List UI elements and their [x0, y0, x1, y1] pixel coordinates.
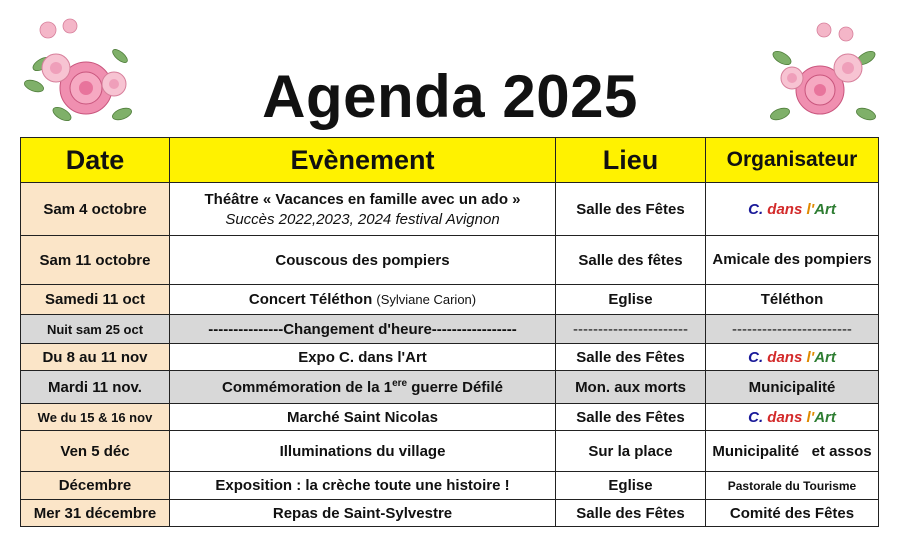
row-organizer-cda — [706, 404, 879, 431]
row-place: Eglise — [556, 472, 706, 500]
event-note: (Sylviane Carion) — [376, 292, 477, 307]
row-place: Salle des Fêtes — [556, 404, 706, 431]
cda-l: l' — [802, 408, 815, 426]
event-title: Concert Téléthon — [248, 291, 373, 308]
event-text-sup: ere — [392, 378, 408, 389]
cda-art: Art — [814, 408, 836, 426]
row-place: Eglise — [556, 285, 706, 315]
table-row — [21, 404, 879, 431]
cda-dans: dans — [767, 200, 803, 218]
row-event: Repas de Saint-Sylvestre — [170, 500, 556, 527]
table-row — [21, 371, 879, 404]
row-organizer: ------------------------ — [706, 315, 879, 344]
event-title: Théâtre « Vacances en famille avec un ado » — [204, 190, 521, 208]
row-event: Expo C. dans l'Art — [170, 344, 556, 371]
row-place: Mon. aux morts — [556, 371, 706, 404]
event-subtitle: Succès 2022,2023, 2024 festival Avignon — [225, 210, 500, 228]
cda-l: l' — [802, 348, 815, 366]
row-date: Sam 4 octobre — [21, 183, 170, 236]
header-place: Lieu — [556, 138, 706, 183]
row-organizer: Téléthon — [706, 285, 879, 315]
row-event: Couscous des pompiers — [170, 236, 556, 285]
row-event: Exposition : la crèche toute une histoire ! — [170, 472, 556, 500]
row-place: Sur la place — [556, 431, 706, 472]
table-row — [21, 344, 879, 371]
row-event: ---------------Changement d'heure----------------- — [170, 315, 556, 344]
row-organizer: Amicale des pompiers — [706, 236, 879, 285]
row-organizer-cda — [706, 344, 879, 371]
row-place: ----------------------- — [556, 315, 706, 344]
cda-dans: dans — [767, 348, 803, 366]
cda-l: l' — [802, 200, 815, 218]
table-row — [21, 236, 879, 285]
row-date: Mardi 11 nov. — [21, 371, 170, 404]
header-row — [21, 138, 879, 183]
header-event: Evènement — [170, 138, 556, 183]
page-title: Agenda 2025 — [262, 63, 638, 130]
event-text-pre: Commémoration de la 1 — [222, 379, 393, 396]
agenda-table — [20, 137, 879, 527]
row-place: Salle des fêtes — [556, 236, 706, 285]
cda-dans: dans — [767, 408, 803, 426]
header-organizer: Organisateur — [706, 138, 879, 183]
row-date: Samedi 11 oct — [21, 285, 170, 315]
table-row — [21, 500, 879, 527]
row-event: Illuminations du village — [170, 431, 556, 472]
row-place: Salle des Fêtes — [556, 183, 706, 236]
row-event — [170, 285, 556, 315]
row-date: Du 8 au 11 nov — [21, 344, 170, 371]
row-event: Marché Saint Nicolas — [170, 404, 556, 431]
row-date: Ven 5 déc — [21, 431, 170, 472]
cda-c: C. — [748, 200, 768, 218]
row-date: Mer 31 décembre — [21, 500, 170, 527]
row-date: Sam 11 octobre — [21, 236, 170, 285]
cda-art: Art — [814, 348, 836, 366]
row-organizer: Comité des Fêtes — [706, 500, 879, 527]
table-row — [21, 285, 879, 315]
cda-c: C. — [748, 408, 768, 426]
row-organizer: Municipalité — [706, 371, 879, 404]
row-event — [170, 183, 556, 236]
cda-c: C. — [748, 348, 768, 366]
row-date: Décembre — [21, 472, 170, 500]
row-organizer: Pastorale du Tourisme — [706, 472, 879, 500]
table-row — [21, 315, 879, 344]
event-text-post: guerre Défilé — [407, 379, 503, 396]
row-organizer: Municipalité et assos — [706, 431, 879, 472]
row-place: Salle des Fêtes — [556, 500, 706, 527]
header-date: Date — [21, 138, 170, 183]
row-date: We du 15 & 16 nov — [21, 404, 170, 431]
row-date: Nuit sam 25 oct — [21, 315, 170, 344]
row-place: Salle des Fêtes — [556, 344, 706, 371]
table-row — [21, 431, 879, 472]
row-organizer-cda — [706, 183, 879, 236]
table-row — [21, 183, 879, 236]
cda-art: Art — [814, 200, 836, 218]
table-row — [21, 472, 879, 500]
row-event — [170, 371, 556, 404]
